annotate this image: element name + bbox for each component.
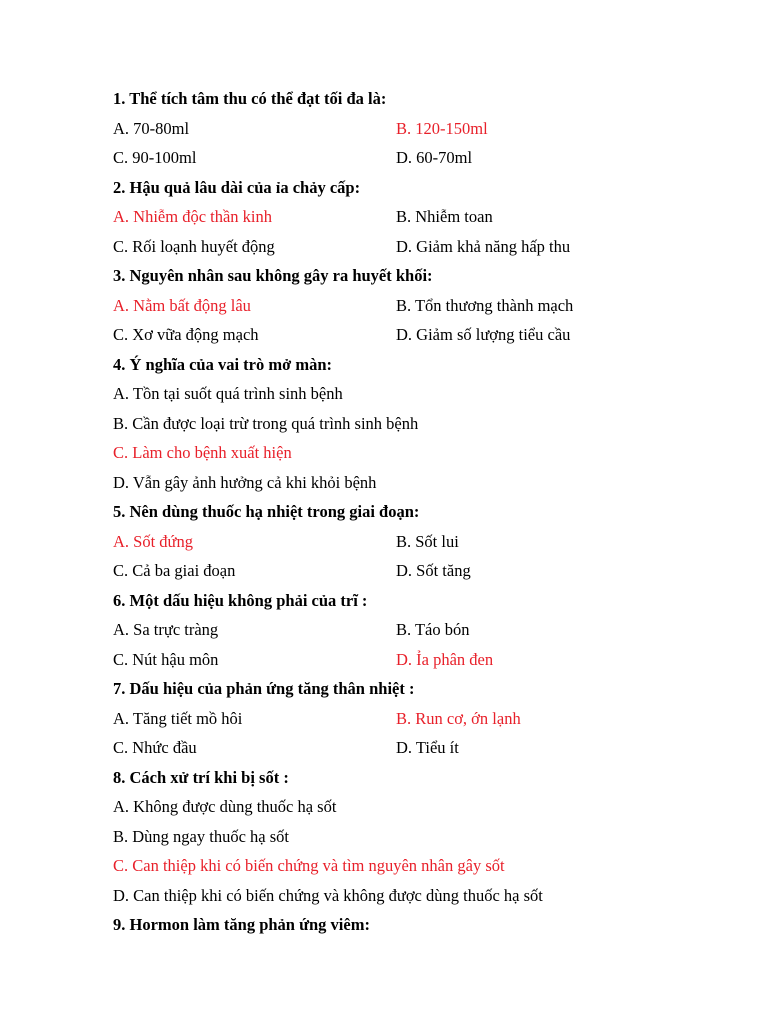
options-row [113,822,733,852]
question-9 [113,910,733,940]
question-title: 7. Dấu hiệu của phản ứng tăng thân nhiệt : [113,679,415,698]
question-8 [113,763,733,911]
option: B. Tổn thương thành mạch [396,295,574,315]
options-row [113,468,733,498]
options-row [113,438,733,468]
options-row [113,792,733,822]
option: B. Nhiễm toan [396,207,493,226]
option: B. Sốt lui [396,531,459,551]
option-correct: D. Ỉa phân đen [396,649,494,669]
options-row [113,202,733,232]
option: D. 60-70ml [396,148,473,167]
question-title: 6. Một dấu hiệu không phải của trĩ : [113,590,368,610]
options-row [113,556,733,586]
option-correct: A. Nằm bất động lâu [113,295,251,315]
option: C. Xơ vữa động mạch [113,325,259,344]
quiz-document [113,84,733,940]
option-correct: C. Làm cho bệnh xuất hiện [113,443,292,462]
option: A. Tăng tiết mồ hôi [113,708,243,728]
question-2 [113,173,733,262]
option: B. Táo bón [396,620,470,639]
option: C. Nút hậu môn [113,649,219,669]
question-5 [113,497,733,586]
option: A. Tồn tại suốt quá trình sinh bệnh [113,384,343,403]
option-correct: B. Run cơ, ớn lạnh [396,708,521,728]
options-row [113,143,733,173]
question-3 [113,261,733,350]
question-title: 5. Nên dùng thuốc hạ nhiệt trong giai đoạn: [113,502,420,521]
option: D. Giảm số lượng tiểu cầu [396,325,571,344]
options-row [113,615,733,645]
option: C. Nhức đầu [113,738,197,757]
options-row [113,409,733,439]
option-correct: A. Nhiễm độc thần kinh [113,207,273,226]
option: B. Dùng ngay thuốc hạ sốt [113,826,289,846]
option: A. Không được dùng thuốc hạ sốt [113,797,337,816]
options-row [113,704,733,734]
option: D. Can thiệp khi có biến chứng và không được dùng thuốc hạ sốt [113,885,543,905]
question-1 [113,84,733,173]
option: D. Tiểu ít [396,738,459,757]
option-correct: A. Sốt đứng [113,531,193,551]
option-correct: B. 120-150ml [396,118,488,138]
option: C. 90-100ml [113,148,197,167]
question-title: 3. Nguyên nhân sau không gây ra huyết khối: [113,266,433,285]
options-row [113,527,733,557]
option: D. Vẫn gây ảnh hưởng cả khi khỏi bệnh [113,472,377,492]
question-title: 1. Thể tích tâm thu có thể đạt tối đa là: [113,89,387,108]
option: C. Cả ba giai đoạn [113,561,236,580]
option-correct: C. Can thiệp khi có biến chứng và tìm nguyên nhân gây sốt [113,856,505,875]
options-row [113,881,733,911]
options-row [113,733,733,763]
option: D. Giảm khả năng hấp thu [396,236,571,256]
option: A. Sa trực tràng [113,620,219,639]
option: B. Cần được loại trừ trong quá trình sinh bệnh [113,413,419,433]
question-title: 4. Ý nghĩa của vai trò mở màn: [113,354,333,374]
options-row [113,291,733,321]
options-row [113,851,733,881]
question-4 [113,350,733,498]
options-row [113,320,733,350]
options-row [113,379,733,409]
options-row [113,114,733,144]
question-title: 8. Cách xử trí khi bị sốt : [113,767,289,787]
question-title: 9. Hormon làm tăng phản ứng viêm: [113,915,370,934]
option: C. Rối loạnh huyết động [113,236,275,256]
option: D. Sốt tăng [396,561,471,580]
question-7 [113,674,733,763]
option: A. 70-80ml [113,118,190,138]
options-row [113,645,733,675]
question-title: 2. Hậu quả lâu dài của ỉa chảy cấp: [113,177,361,197]
question-6 [113,586,733,675]
options-row [113,232,733,262]
